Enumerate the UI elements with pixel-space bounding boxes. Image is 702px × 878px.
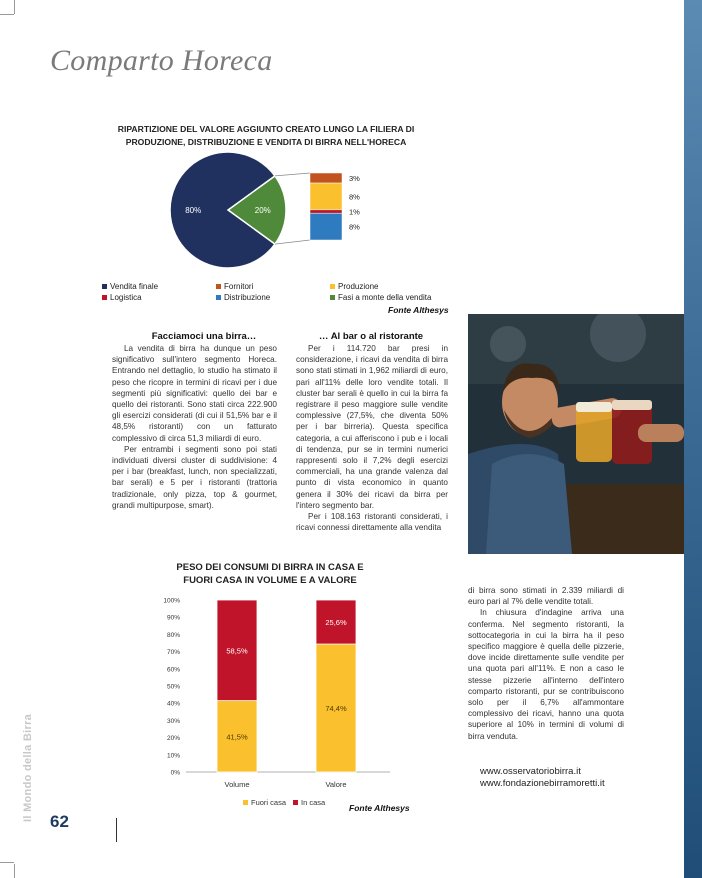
legend-item	[330, 292, 431, 303]
y-tick-label: 90%	[166, 614, 180, 622]
y-tick-label: 40%	[166, 700, 180, 708]
legend-label: Fasi a monte della vendita	[338, 293, 432, 302]
breakdown-segment	[310, 213, 342, 240]
legend-label: Vendita finale	[110, 282, 159, 291]
breakdown-label: 1%	[349, 207, 360, 217]
legend-swatch	[216, 284, 221, 289]
col2-heading: … Al bar o al ristorante	[318, 331, 424, 342]
legend-swatch	[102, 295, 107, 300]
paragraph: Per i 108.163 ristoranti considerati, i ricavi connessi direttamente alla vendita	[296, 512, 448, 533]
text-column-1	[112, 343, 277, 511]
bar-value-label: 58,5%	[226, 646, 248, 656]
legend-item	[102, 281, 158, 292]
pie-slice-label: 80%	[185, 206, 202, 215]
bar-source: Fonte Althesys	[349, 803, 410, 813]
breakdown-label: 8%	[349, 192, 360, 202]
crop-mark	[14, 864, 15, 878]
x-category-label: Volume	[224, 780, 250, 789]
breakdown-segment	[310, 210, 342, 213]
paragraph: In chiusura d'indagine arriva una conferma. Nel segmento ristoranti, la sottocategoria in cui la birra ha il peso specifico maggiore è quella delle pizzerie, dove incide direttamente sulle vendite per una quota pari all'11%. E non a caso le stesse pizzerie all'interno dell'intero comparto ristoranti, pur se contribuiscono solo per il 6,7% all'ammontare complessivo dei ricavi, hanno una quota superiore al 10% in termini di volumi di birra venduta.	[468, 608, 624, 741]
breakdown-label: 8%	[349, 222, 360, 232]
breakdown-segment	[310, 183, 342, 210]
text-column-2	[296, 343, 448, 533]
connector-line	[275, 173, 310, 176]
crop-mark	[0, 862, 14, 863]
y-tick-label: 60%	[166, 666, 180, 674]
crop-mark	[0, 14, 14, 15]
breakdown-segment	[310, 173, 342, 183]
legend-label: Fornitori	[224, 282, 254, 291]
bar-value-label: 41,5%	[226, 732, 248, 742]
page-number: 62	[50, 812, 69, 831]
y-tick-label: 10%	[166, 752, 180, 760]
legend-swatch	[216, 295, 221, 300]
legend-item	[330, 281, 431, 292]
y-tick-label: 80%	[166, 631, 180, 639]
crop-mark	[14, 0, 15, 14]
paragraph: di birra sono stimati in 2.339 miliardi di euro pari al 7% delle vendite totali.	[468, 586, 624, 607]
bar-chart	[150, 592, 410, 822]
y-tick-label: 70%	[166, 649, 180, 657]
divider	[116, 818, 117, 842]
connector-line	[275, 240, 310, 244]
magazine-name: Il Mondo della Birra	[22, 713, 34, 822]
legend-swatch	[330, 295, 335, 300]
website-links	[480, 766, 605, 790]
legend-label: Distribuzione	[224, 293, 271, 302]
pie-chart-title: RIPARTIZIONE DEL VALORE AGGIUNTO CREATO LUNGO LA FILIERA DI PRODUZIONE, DISTRIBUZIONE E VENDITA DI BIRRA NELL'HORECA	[117, 124, 415, 147]
y-tick-label: 50%	[166, 683, 180, 691]
legend-label: Fuori casa	[251, 798, 287, 807]
link[interactable]: www.fondazionebirramoretti.it	[480, 778, 605, 789]
bar-value-label: 74,4%	[325, 704, 347, 714]
bar-chart-title-line: PESO DEI CONSUMI DI BIRRA IN CASA E	[176, 562, 364, 573]
col1-heading: Facciamoci una birra…	[151, 331, 257, 342]
breakdown-label: 3%	[349, 174, 360, 184]
legend-item	[216, 292, 270, 303]
bar-value-label: 25,6%	[325, 618, 347, 628]
x-category-label: Valore	[325, 780, 347, 789]
pie-slice-label: 20%	[254, 206, 271, 215]
legend-label: In casa	[301, 798, 326, 807]
y-tick-label: 100%	[163, 597, 180, 605]
y-tick-label: 20%	[166, 735, 180, 743]
bar-chart-title	[160, 561, 380, 587]
pie-chart	[96, 150, 416, 280]
bar-chart-title-line: FUORI CASA IN VOLUME E A VALORE	[183, 575, 357, 586]
legend-item	[102, 292, 158, 303]
link[interactable]: www.osservatoriobirra.it	[480, 766, 581, 777]
paragraph: Per entrambi i segmenti sono poi stati individuati diversi cluster di suddivisione: 4 per i bar (breakfast, lunch, non specializzati, bar serali) e 5 per i ristoranti (trattoria tradizionale, only pizza, top & gourmet, grandi multipurpose, smart).	[112, 444, 277, 510]
pie-legend-col2	[216, 281, 270, 303]
legend-label: Logistica	[110, 293, 142, 302]
bar-photo	[468, 314, 684, 554]
legend-swatch	[293, 800, 298, 805]
legend-item	[216, 281, 270, 292]
pie-legend-col1	[102, 281, 158, 303]
y-tick-label: 0%	[170, 769, 180, 777]
legend-swatch	[102, 284, 107, 289]
section-title: Comparto Horeca	[50, 44, 273, 77]
y-tick-label: 30%	[166, 717, 180, 725]
pie-legend-col3	[330, 281, 431, 303]
legend-swatch	[330, 284, 335, 289]
text-column-3	[468, 585, 624, 742]
legend-swatch	[243, 800, 248, 805]
pie-source: Fonte Althesys	[388, 305, 449, 315]
paragraph: Per i 114.720 bar presi in considerazione, i ricavi da vendita di birra sono stati stimati in 1,962 miliardi di euro, pari all'11% delle loro vendite totali. Il cluster bar serali è quello in cui la birra fa registrare il peso maggiore sulle vendite complessive (27,5%, che diventa 50% per i bar birreria). Questa specifica categoria, a cui afferiscono i pub e i locali di tendenza, pur se in termini numerici rappresenti solo il 7,2% degli esercizi commerciali, ha una grande valenza dal punto di vista economico in quanto genera il 30% dei ricavi da birra per l'intero segmento bar.	[296, 344, 448, 510]
paragraph: La vendita di birra ha dunque un peso significativo sull'intero segmento Horeca. Entrando nel dettaglio, lo studio ha stimato il peso che ricopre in termini di ricavi per i due segmenti più significativi: quello dei bar e quello dei ristoranti. Sono stati circa 222.900 gli esercizi considerati (di cui il 51,5% bar e il 48,5% ristoranti) con un fatturato complessivo di circa 51,3 miliardi di euro.	[112, 344, 277, 443]
side-color-strip	[684, 0, 702, 878]
legend-label: Produzione	[338, 282, 379, 291]
